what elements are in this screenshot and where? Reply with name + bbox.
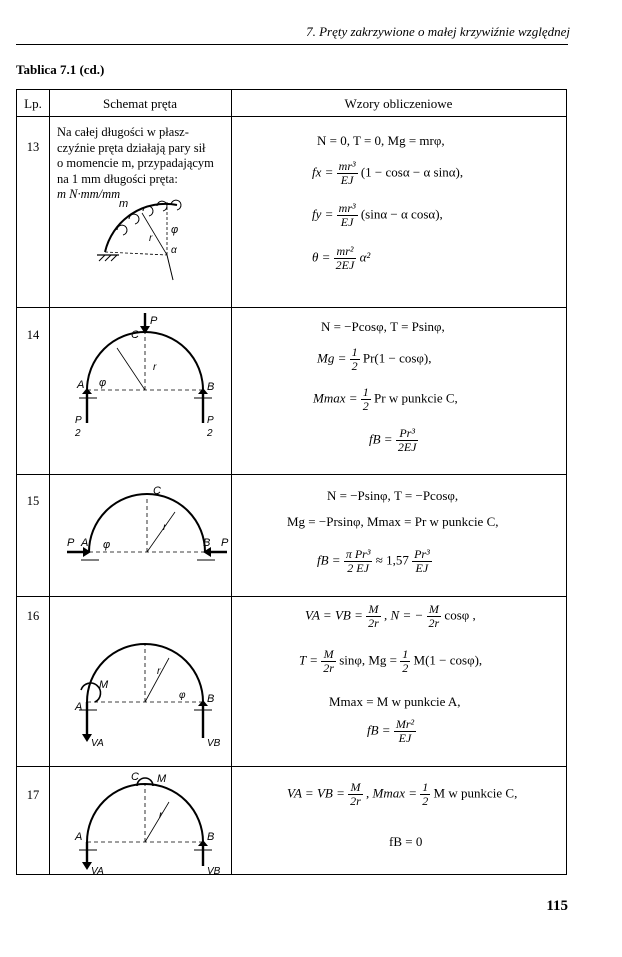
desc-line: czyźnie pręta działają pary sił [57,140,206,155]
formula-lhs: VA = VB = [305,607,363,623]
numerator: 1 [402,647,409,661]
numerator: Pr³ [396,427,419,441]
numerator: mr³ [338,159,356,173]
label: P [75,415,82,426]
label: r [159,810,163,821]
desc-line: Na całej długości w płasz- [57,125,189,139]
denominator: 2r [368,616,379,630]
label: r [163,522,167,533]
fraction [344,548,373,575]
fraction [321,648,336,675]
denominator: 2EJ [335,258,355,272]
row-divider [17,474,566,475]
label: P [150,315,158,327]
formula-lhs: fB = [367,722,391,738]
moment-arrow [143,206,153,216]
numerator: π Pr³ [345,547,371,561]
label: VA [91,866,104,877]
label: M [99,679,109,691]
label: B [207,831,215,843]
formula-rhs: M(1 − cosφ), [413,652,483,668]
radius-line [145,802,169,842]
fraction [350,346,360,373]
fraction [427,603,442,630]
formula [313,386,458,413]
row-number: 16 [26,609,40,623]
label: A [75,831,83,843]
formula-lhs: fB = [317,552,341,568]
formula-rhs: (sinα − α cosα), [360,206,443,222]
label: A [75,701,83,713]
row-divider [17,766,566,767]
denominator: EJ [340,215,354,229]
fraction [396,427,419,454]
numerator: M [321,648,336,662]
denominator: 2r [323,661,334,675]
formula-lhs: fB = [369,431,393,447]
numerator: Pr³ [414,547,430,561]
formula-mid: , Mmax = [366,785,418,801]
formula [299,648,482,675]
row-divider [17,116,566,117]
denominator: 2r [350,794,361,808]
fraction [348,781,363,808]
formula [367,718,416,745]
page-number: 115 [546,898,568,914]
numerator: Mr² [395,717,415,731]
header-rule [16,44,568,45]
label: B [207,381,215,393]
label: A [81,537,89,549]
formula-rhs: Pr w punkcie C, [374,390,458,406]
label: φ [171,224,179,236]
formula [317,346,432,373]
fraction [334,245,357,272]
row-number: 13 [26,140,40,154]
label: r [153,362,157,373]
numerator: M [366,603,381,617]
column-divider [49,90,50,874]
formula: N = 0, T = 0, Mg = mrφ, [317,133,445,148]
formula [305,603,476,630]
moment-arrow [81,683,101,702]
label: B [207,693,215,705]
fraction [400,648,410,675]
label: 2 [207,428,213,439]
running-header: 7. Pręty zakrzywione o małej krzywiźnie względnej [306,24,570,39]
radius-line [147,512,175,552]
row-divider [17,307,566,308]
denominator: 2 EJ [347,561,369,575]
label: VB [207,866,221,877]
fraction [394,718,416,745]
formula-mid: sinφ, Mg = [339,652,398,668]
label: r [149,233,153,244]
denominator: EJ [415,561,429,575]
denominator: 2EJ [397,440,417,454]
formula-rhs: cosφ , [444,607,476,623]
formula-lhs: VA = VB = [287,785,345,801]
radius-line [145,658,169,702]
denominator: 2 [351,359,358,373]
formula-mid: , N = − [384,607,424,623]
numerator: mr² [334,245,357,259]
label: φ [103,539,111,551]
denominator: EJ [340,173,354,187]
row-13-description [57,125,235,203]
moment-arrow [129,214,139,224]
formula-lhs: Mg = [317,350,347,366]
row-16-diagram [75,630,221,750]
formula-rhs: Pr(1 − cosφ), [362,350,432,366]
numerator: 1 [351,345,358,359]
numerator: M [427,603,442,617]
fraction [420,781,430,808]
fraction [337,160,358,187]
formula: Mg = −Prsinφ, Mmax = Pr w punkcie C, [287,514,499,529]
desc-line: o momencie m, przypadającym [57,156,214,170]
hatch [111,255,117,261]
label: φ [179,690,186,701]
numerator: M [348,781,363,795]
formula-lhs: fy = [312,206,334,222]
moment-arrow [117,225,127,235]
label: φ [99,377,107,389]
row-14-diagram [75,315,217,468]
formula-rhs: α² [359,249,371,265]
denominator: EJ [398,731,412,745]
row-number: 15 [26,494,40,508]
formula: N = −Psinφ, T = −Pcosφ, [327,488,459,503]
denominator: 2 [362,399,369,413]
moment-arrow [157,201,167,211]
column-header-formulas: Wzory obliczeniowe [344,96,453,111]
formula [369,427,418,454]
column-divider [231,90,232,874]
label: VA [91,738,104,749]
label: P [67,537,75,549]
fraction [366,603,381,630]
formula-rhs: (1 − cosα − α sinα), [360,164,464,180]
curved-bar [105,204,177,252]
formula-table [16,89,567,875]
table-caption: Tablica 7.1 (cd.) [16,62,105,77]
formula-mid: ≈ 1,57 [375,552,409,568]
column-header-schema: Schemat pręta [103,96,177,111]
formula: Mmax = M w punkcie A, [329,694,461,709]
hatch [99,255,105,261]
formula-lhs: fx = [312,164,334,180]
label: 2 [75,428,81,439]
row-number: 17 [26,788,40,802]
label: P [207,415,214,426]
denominator: 2 [422,794,429,808]
formula-lhs: θ = [312,249,331,265]
label: P [221,537,229,549]
label: VB [207,738,221,749]
radius-line [117,348,145,390]
formula [287,781,517,808]
denominator: 2 [402,661,409,675]
row-17-diagram [75,771,221,877]
fraction [412,548,432,575]
label: M [157,773,167,785]
fraction [361,386,371,413]
column-header-lp: Lp. [24,96,42,111]
label: B [203,537,211,549]
desc-line: m N·mm/mm [57,187,121,201]
label: C [131,329,139,341]
numerator: 1 [362,385,369,399]
hatch [105,255,111,261]
formula [312,202,443,229]
row-15-diagram [67,485,229,580]
formula [317,548,432,575]
formula-lhs: Mmax = [313,390,358,406]
formula: N = −Pcosφ, T = Psinφ, [321,319,445,334]
numerator: 1 [422,780,429,794]
formula [312,160,463,187]
desc-line: na 1 mm długości pręta: [57,171,178,186]
fraction [337,202,358,229]
formula: fB = 0 [389,834,423,849]
formula-rhs: M w punkcie C, [433,785,518,801]
numerator: mr³ [338,201,356,215]
row-13-diagram [97,195,217,300]
displacement-arrow [167,255,173,280]
formula [312,245,370,272]
label: m [119,198,129,210]
label: α [171,245,177,256]
row-number: 14 [26,328,40,342]
row-divider [17,596,566,597]
label: C [153,485,161,497]
label: A [77,379,85,391]
denominator: 2r [428,616,440,630]
label: r [157,666,161,677]
radius-line [142,213,167,255]
label: C [131,771,139,783]
formula-lhs: T = [299,652,319,668]
